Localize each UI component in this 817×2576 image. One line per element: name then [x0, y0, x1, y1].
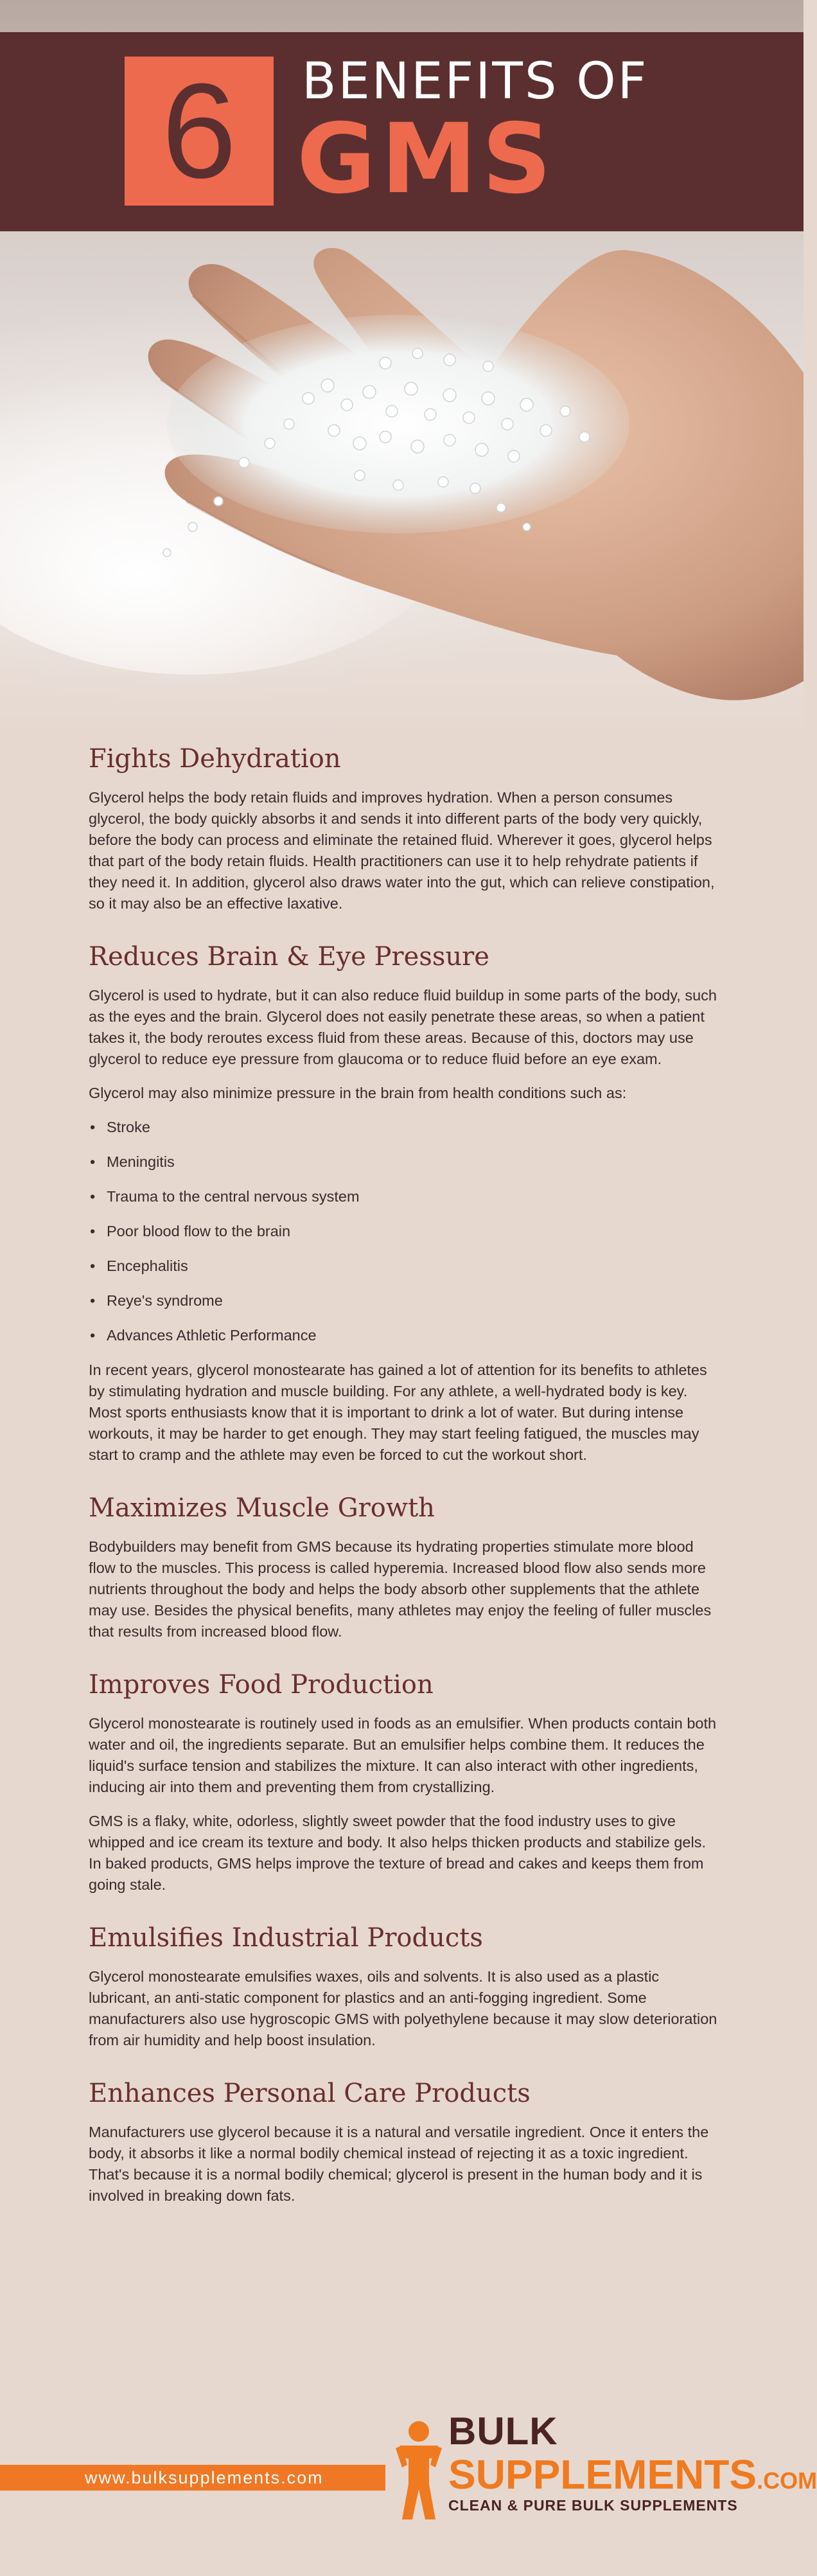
logo-supplements-text	[448, 2453, 817, 2502]
number-badge	[125, 57, 274, 206]
hero-section	[0, 0, 804, 739]
section-paragraph: Glycerol monostearate is routinely used in foods as an emulsifier. When products contain both water and oil, the ingredients separate. But an emulsifier helps combine them. It reduces the liquid's surface tension and stabilizes the mixture. It can also interact with other ingredients, inducing air into them and preventing them from crystallizing.	[89, 1715, 717, 1795]
list-item: • Trauma to the central nervous system	[89, 1186, 721, 1207]
content-area	[89, 742, 721, 2232]
section-paragraph: In recent years, glycerol monostearate has gained a lot of attention for its benefits to athletes by stimulating hydration and muscle building. For any athlete, a well-hydrated body is key. Most sports enthusiasts know that it is important to drink a lot of water. But during intense workouts, it may be harder to get enough. They may start feeling fatigued, the muscles may start to cramp and the athlete may even be forced to cut the workout short.	[89, 1362, 707, 1463]
title-main: GMS	[297, 103, 557, 215]
section-paragraph: Glycerol monostearate emulsifies waxes, oils and solvents. It is also used as a plastic lubricant, an anti-static component for plastics and an anti-fogging ingredient. Some manufacturers also use hygroscopic GMS with polyethylene because it may slow deterioration from air humidity and help boost insulation.	[89, 1968, 717, 2048]
section-food-production	[89, 1668, 721, 1896]
section-heading: Fights Dehydration	[89, 744, 341, 774]
section-heading: Emulsifies Industrial Products	[89, 1923, 483, 1953]
list-item: • Meningitis	[89, 1151, 721, 1173]
logo-tagline: CLEAN & PURE BULK SUPPLEMENTS	[448, 2497, 738, 2514]
section-heading: Maximizes Muscle Growth	[89, 1493, 435, 1523]
section-industrial-products	[89, 1921, 721, 2051]
section-personal-care	[89, 2077, 721, 2207]
list-item: • Encephalitis	[89, 1256, 721, 1277]
list-item: • Advances Athletic Performance	[89, 1325, 721, 1346]
section-paragraph: Glycerol helps the body retain fluids and improves hydration. When a person consumes glycerol, the body quickly absorbs it and sends it into different parts of the body very quickly, before the body can process and eliminate the retained fluid. Wherever it goes, glycerol helps that part of the body retain fluids. Health practitioners can use it to help rehydrate patients if they need it. In addition, glycerol also draws water into the gut, which can relieve constipation, so it may also be an effective laxative.	[89, 789, 715, 912]
hand-with-granules-image	[0, 231, 804, 739]
conditions-list	[89, 1117, 721, 1346]
section-heading: Improves Food Production	[89, 1670, 434, 1700]
section-heading: Reduces Brain & Eye Pressure	[89, 942, 489, 972]
title-top: BENEFITS OF	[302, 53, 649, 111]
section-paragraph: Glycerol is used to hydrate, but it can also reduce fluid buildup in some parts of the body, such as the eyes and the brain. Glycerol does not easily penetrate these areas, so when a patient takes it, the body reroutes excess fluid from these areas. Because of this, doctors may use glycerol to reduce eye pressure from glaucoma or to reduce fluid before an eye exam.	[89, 987, 717, 1067]
bulk-supplements-man-logo-icon	[393, 2420, 444, 2523]
section-fights-dehydration	[89, 742, 721, 914]
section-muscle-growth	[89, 1491, 721, 1642]
list-item: • Poor blood flow to the brain	[89, 1221, 721, 1242]
benefit-count: 6	[161, 55, 237, 206]
footer-url-bar	[0, 2465, 385, 2491]
list-item: • Reye's syndrome	[89, 1290, 721, 1311]
section-paragraph: Bodybuilders may benefit from GMS because its hydrating properties stimulate more blood flow to the muscles. This process is called hyperemia. Increased blood flow also sends more nutrients throughout the body and helps the body absorb other supplements that the athlete may use. Besides the physical benefits, many athletes may enjoy the feeling of fuller muscles that results from increased blood flow.	[89, 1538, 712, 1640]
section-paragraph: Glycerol may also minimize pressure in the brain from health conditions such as:	[89, 1085, 627, 1101]
section-brain-eye-pressure	[89, 940, 721, 1466]
logo-supplements-word: SUPPLEMENTS	[448, 2451, 757, 2498]
website-link[interactable]: www.bulksupplements.com	[85, 2468, 324, 2487]
list-item: • Stroke	[89, 1117, 721, 1138]
title-bar	[0, 32, 804, 231]
section-paragraph: Manufacturers use glycerol because it is a natural and versatile ingredient. Once it enters the body, it absorbs it like a normal bodily chemical instead of rejecting it as a toxic ingredient. That's because it is a normal bodily chemical; glycerol is present in the human body and it is involved in breaking down fats.	[89, 2124, 709, 2204]
section-heading: Enhances Personal Care Products	[89, 2079, 531, 2108]
logo-com-suffix: .COM	[757, 2467, 817, 2494]
section-paragraph: GMS is a flaky, white, odorless, slightly sweet powder that the food industry uses to give whipped and ice cream its texture and body. It also helps thicken products and stabilize gels. In baked products, GMS helps improve the texture of bread and cakes and keeps them from going stale.	[89, 1813, 706, 1893]
logo-bulk-text: BULK	[448, 2410, 558, 2453]
